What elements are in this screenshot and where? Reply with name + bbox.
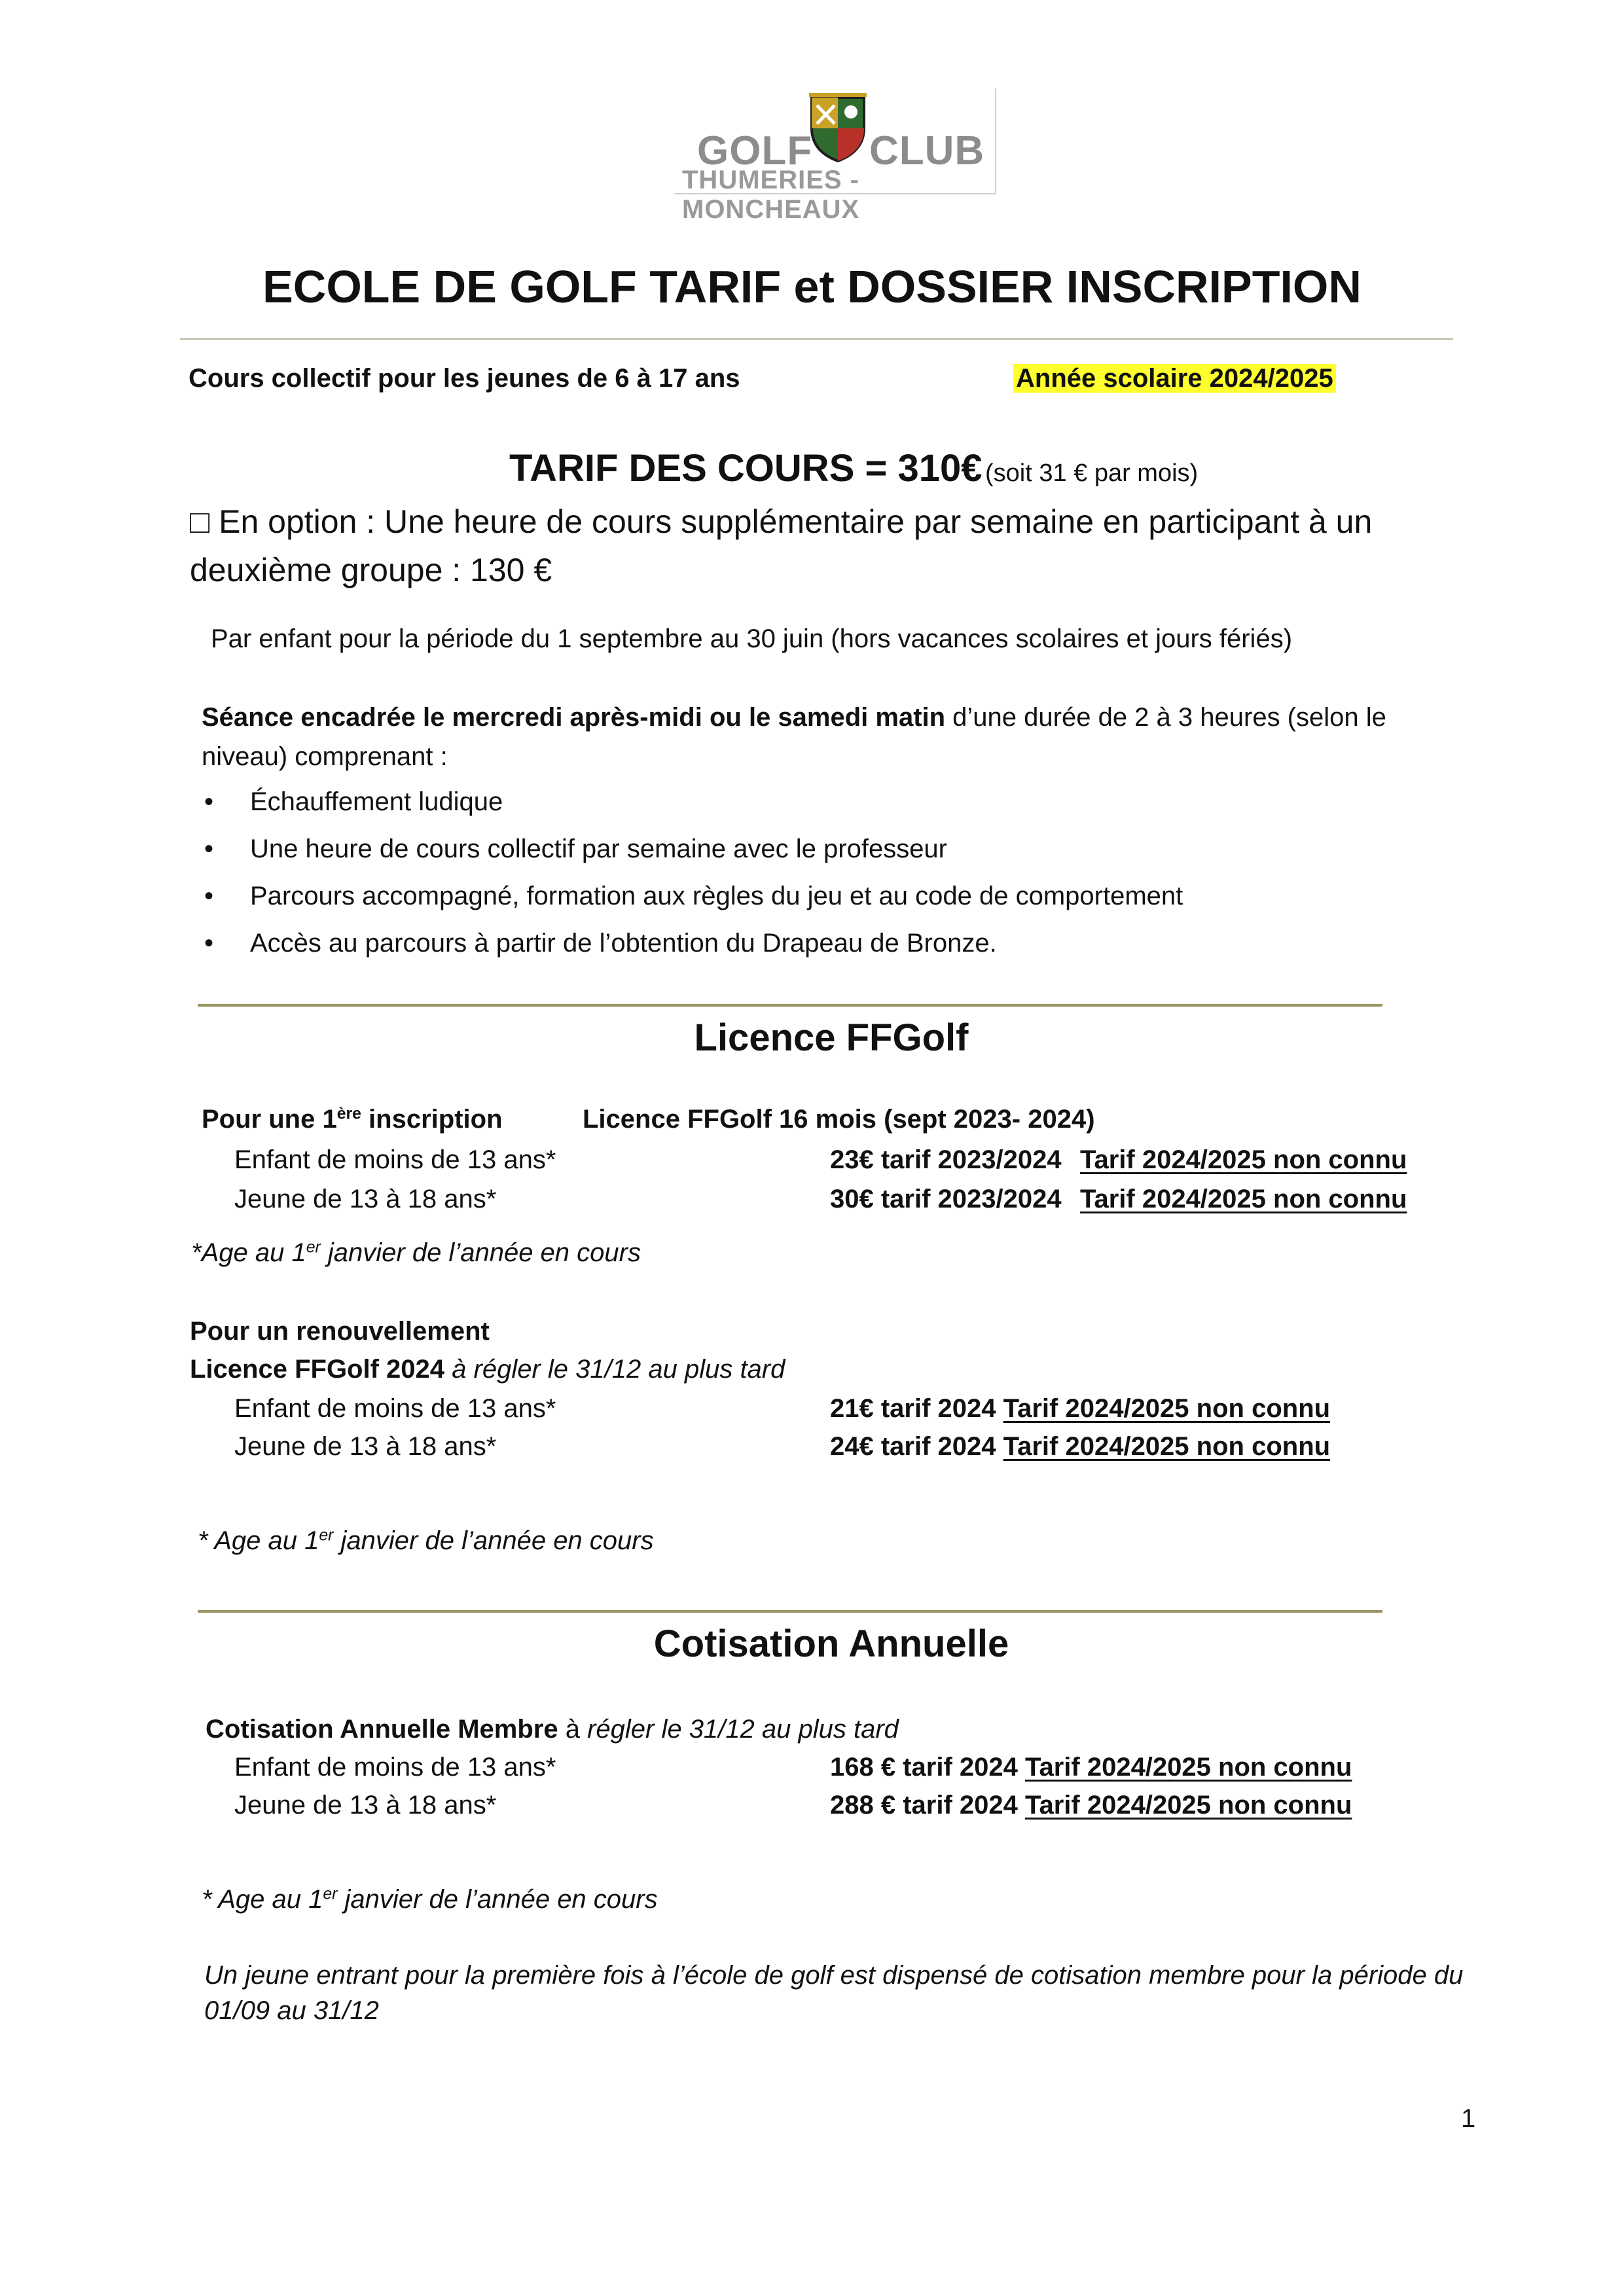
tarif-period: Par enfant pour la période du 1 septembre au 30 juin (hors vacances scolaires et jours fériés) — [211, 624, 1293, 653]
bullet-icon: • — [204, 929, 214, 958]
row-who: Jeune de 13 à 18 ans* — [234, 1432, 497, 1461]
licence-heading: Licence FFGolf — [694, 1016, 969, 1059]
age-footnote — [191, 1238, 641, 1268]
cotisation-label-bold: Cotisation Annuelle Membre — [206, 1715, 558, 1744]
bullet-icon: • — [204, 834, 214, 863]
list-item: Échauffement ludique — [250, 787, 503, 816]
title-divider — [180, 338, 1453, 340]
course-audience: Cours collectif pour les jeunes de 6 à 17 ans — [189, 364, 740, 393]
row-price-text: 288 € tarif 2024 — [830, 1791, 1025, 1820]
school-year-text: Année scolaire 2024/2025 — [1013, 364, 1336, 393]
age-footnote — [202, 1885, 658, 1914]
renewal-label: Pour un renouvellement — [190, 1317, 490, 1346]
list-item: Accès au parcours à partir de l’obtention du Drapeau de Bronze. — [250, 929, 997, 958]
golf-club-crest-icon — [805, 92, 871, 164]
page-title: ECOLE DE GOLF TARIF et DOSSIER INSCRIPTION — [262, 261, 1362, 312]
footnote-pre: * Age au 1 — [202, 1885, 323, 1914]
list-item: Parcours accompagné, formation aux règles du jeu et au code de comportement — [250, 882, 1183, 910]
option-line-2: deuxième groupe : 130 € — [190, 552, 552, 588]
footnote-pre: * Age au 1 — [198, 1526, 319, 1555]
row-who: Enfant de moins de 13 ans* — [234, 1753, 556, 1782]
licence-16-months-title: Licence FFGolf 16 mois (sept 2023- 2024) — [583, 1105, 1095, 1134]
row-note: Tarif 2024/2025 non connu — [1025, 1791, 1352, 1820]
row-note: Tarif 2024/2025 non connu — [1080, 1185, 1407, 1213]
renewal-sub-bold: Licence FFGolf 2024 — [190, 1355, 445, 1384]
row-price-text: 24€ tarif 2024 — [830, 1432, 1003, 1461]
section-divider — [198, 1004, 1382, 1007]
row-who: Enfant de moins de 13 ans* — [234, 1145, 556, 1174]
bullet-icon: • — [204, 882, 214, 910]
footnote-sup: er — [319, 1526, 334, 1545]
seance-line-2: niveau) comprenant : — [202, 742, 448, 771]
bullet-icon: • — [204, 787, 214, 816]
row-note: Tarif 2024/2025 non connu — [1080, 1145, 1407, 1174]
row-note: Tarif 2024/2025 non connu — [1025, 1753, 1352, 1782]
logo-word-club: CLUB — [869, 128, 985, 173]
option-line-1: □ En option : Une heure de cours supplémentaire par semaine en participant à un — [190, 503, 1373, 540]
renewal-sublabel — [190, 1355, 785, 1384]
first-reg-sup: ère — [336, 1105, 361, 1123]
renewal-sub-rest: à régler le 31/12 au plus tard — [444, 1355, 785, 1384]
page-number: 1 — [1461, 2104, 1476, 2133]
row-who: Jeune de 13 à 18 ans* — [234, 1791, 497, 1820]
cotisation-label — [206, 1715, 899, 1744]
first-reg-post: inscription — [361, 1105, 503, 1134]
footnote-sup: er — [306, 1238, 321, 1257]
row-who: Enfant de moins de 13 ans* — [234, 1394, 556, 1423]
logo-word-golf: GOLF — [697, 128, 813, 173]
tarif-monthly-note: (soit 31 € par mois) — [984, 459, 1199, 487]
tarif-line — [509, 446, 1198, 490]
club-logo — [674, 88, 996, 224]
footnote-post: janvier de l’année en cours — [333, 1526, 654, 1555]
cotisation-label-italic: régler le 31/12 au plus tard — [587, 1715, 899, 1744]
row-price-text: 21€ tarif 2024 — [830, 1394, 1003, 1423]
footnote-sup: er — [323, 1885, 338, 1903]
list-item: Une heure de cours collectif par semaine avec le professeur — [250, 834, 947, 863]
exemption-note-line-1: Un jeune entrant pour la première fois à l’école de golf est dispensé de cotisation membre pour la période du — [204, 1961, 1464, 1990]
seance-description — [202, 703, 1386, 732]
row-price: 30€ tarif 2023/2024 — [830, 1185, 1062, 1213]
cotisation-label-mid: à — [558, 1715, 588, 1744]
row-note: Tarif 2024/2025 non connu — [1003, 1432, 1331, 1461]
tarif-main: TARIF DES COURS = 310€ — [509, 447, 983, 490]
exemption-note-line-2: 01/09 au 31/12 — [204, 1996, 379, 2025]
section-divider — [198, 1610, 1382, 1613]
cotisation-heading: Cotisation Annuelle — [653, 1623, 1009, 1665]
first-reg-pre: Pour une 1 — [202, 1105, 337, 1134]
seance-bold: Séance encadrée le mercredi après-midi ou le samedi matin — [202, 703, 946, 732]
logo-subtitle: THUMERIES - MONCHEAUX — [682, 166, 860, 224]
school-year-badge — [1013, 364, 1336, 393]
row-price: 23€ tarif 2023/2024 — [830, 1145, 1062, 1174]
row-who: Jeune de 13 à 18 ans* — [234, 1185, 497, 1213]
footnote-post: janvier de l’année en cours — [320, 1238, 641, 1267]
row-price — [830, 1432, 1330, 1462]
row-price — [830, 1791, 1352, 1820]
footnote-post: janvier de l’année en cours — [337, 1885, 658, 1914]
row-note: Tarif 2024/2025 non connu — [1003, 1394, 1331, 1423]
age-footnote — [198, 1526, 654, 1556]
row-price — [830, 1753, 1352, 1782]
footnote-pre: *Age au 1 — [191, 1238, 306, 1267]
first-registration-label — [202, 1105, 503, 1134]
row-price-text: 168 € tarif 2024 — [830, 1753, 1025, 1782]
seance-rest: d’une durée de 2 à 3 heures (selon le — [945, 703, 1386, 732]
row-price — [830, 1394, 1330, 1424]
